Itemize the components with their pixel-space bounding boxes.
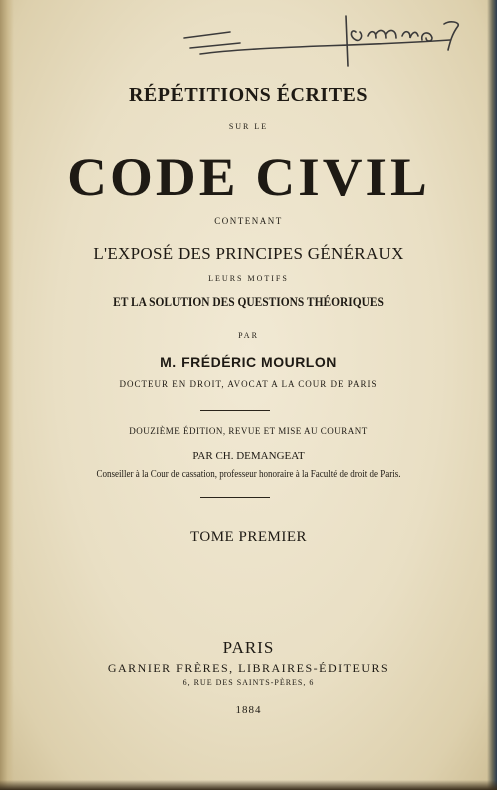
heading-repetitions: RÉPÉTITIONS ÉCRITES xyxy=(128,84,369,106)
publication-city: PARIS xyxy=(222,638,275,657)
handwriting-scribble-icon xyxy=(170,10,470,70)
leurs-motifs-text: LEURS MOTIFS xyxy=(208,274,289,283)
solution-text: ET LA SOLUTION DES QUESTIONS THÉORIQUES xyxy=(113,294,384,309)
author-title: DOCTEUR EN DROIT, AVOCAT A LA COUR DE PARIS xyxy=(119,379,378,389)
divider xyxy=(200,497,270,498)
author-name: M. FRÉDÉRIC MOURLON xyxy=(160,354,337,370)
volume-label: TOME PREMIER xyxy=(190,529,307,545)
subtitle: L'EXPOSÉ DES PRINCIPES GÉNÉRAUX xyxy=(93,244,404,263)
sur-le-text: SUR LE xyxy=(228,122,269,131)
contenant-text: CONTENANT xyxy=(214,216,283,226)
editor-title: Conseiller à la Cour de cassation, professeur honoraire à la Faculté de droit de Paris. xyxy=(96,469,401,480)
editor-line: PAR CH. DEMANGEAT xyxy=(192,450,305,462)
page-bottom-edge xyxy=(0,780,497,790)
par-text: PAR xyxy=(238,331,259,340)
publisher-address: 6, RUE DES SAINTS-PÈRES, 6 xyxy=(182,678,315,687)
edition-text: DOUZIÈME ÉDITION, REVUE ET MISE AU COURANT xyxy=(129,426,368,436)
publisher-name: GARNIER FRÈRES, LIBRAIRES-ÉDITEURS xyxy=(107,661,390,675)
main-title: CODE CIVIL xyxy=(67,147,430,207)
divider xyxy=(200,410,270,411)
publication-year: 1884 xyxy=(235,704,262,716)
